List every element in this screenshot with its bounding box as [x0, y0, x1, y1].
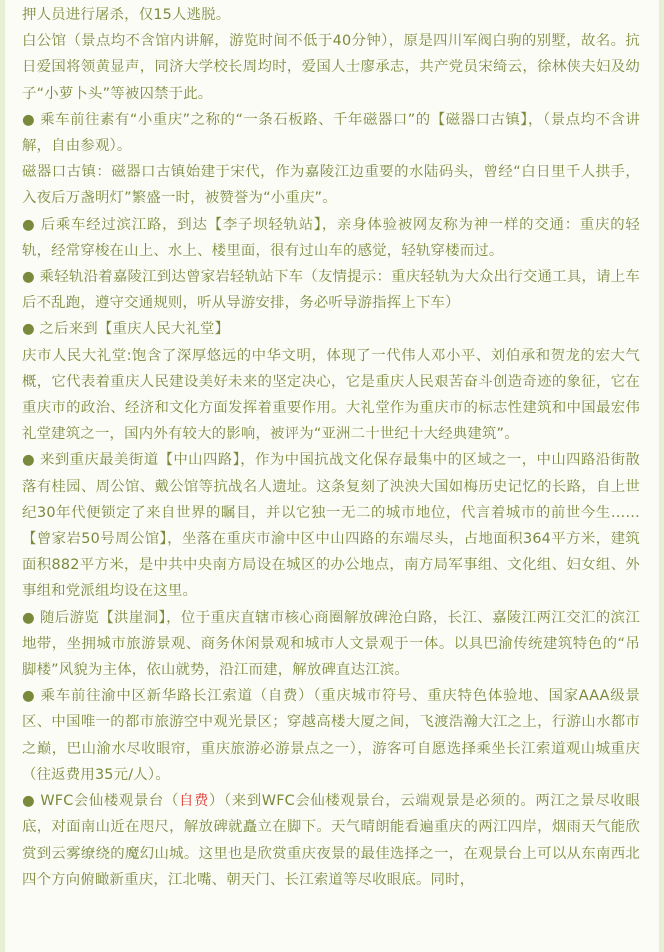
paragraph-cableway: ● 乘车前往渝中区新华路长江索道（自费）（重庆城市符号、重庆特色体验地、国家AAA级景区、中国唯一的都市旅游空中观光景区；穿越高楼大厦之间，飞渡浩瀚大江之上，行游山水都市之巅，巴山渝水尽收眼帘，重庆旅游必游景点之一），游客可自愿选择乘坐长江索道观山城重庆（往返费用35元/人）。: [22, 688, 640, 783]
paragraph-hongyadong: ● 随后游览【洪崖洞】，位于重庆直辖市核心商圈解放碑沧白路，长江、嘉陵江两江交汇的滨江地带，坐拥城市旅游景观、商务休闲景观和城市人文景观于一体。以具巴渝传统建筑特色的“吊脚楼”风貌为主体，依山就势，沿江而建，解放碑直达江滨。: [22, 609, 640, 679]
paragraph-bai-gongguan: 白公馆（景点均不含馆内讲解，游览时间不低于40分钟），原是四川军阀白驹的别墅，故名。抗日爱国将领黄显声，同济大学校长周均时，爱国人士廖承志，共产党员宋绮云，徐林侠夫妇及幼子“小萝卜头”等被囚禁于此。: [22, 33, 640, 102]
self-pay-highlight: 自费: [178, 793, 209, 810]
paragraph-liziba-station: ● 后乘车经过滨江路，到达【李子坝轻轨站】，亲身体验被网友称为神一样的交通：重庆的轻轨，经常穿梭在山上、水上、楼里面，很有过山车的感觉，轻轨穿楼而过。: [22, 216, 640, 259]
paragraph-ciqikou-visit: ● 乘车前往素有“小重庆”之称的“一条石板路、千年磁器口”的【磁器口古镇】，（景点均不含讲解，自由参观）。: [22, 111, 640, 155]
paragraph-light-rail: ● 乘轻轨沿着嘉陵江到达曾家岩轻轨站下车（友情提示：重庆轻轨为大众出行交通工具，请上车后不乱跑，遵守交通规则，听从导游安排，务必听导游指挥上下车）: [22, 269, 640, 312]
paragraph-wfc-observation: [22, 788, 640, 893]
paragraph-zhongshan-road: ● 来到重庆最美街道【中山四路】，作为中国抗战文化保存最集中的区域之一，中山四路沿街散落有桂园、周公馆、戴公馆等抗战名人遗址。这条复刻了泱泱大国如梅历史记忆的长路，自上世纪30年代便锁定了来自世界的瞩目，并以它独一无二的城市地位，代言着城市的前世今生……【曾家岩50号周公馆】，坐落在重庆市渝中区中山四路的东端尽头，占地面积364平方米，建筑面积882平方米，是中共中央南方局设在城区的办公地点，南方局军事组、文化组、妇女组、外事组和党派组均设在这里。: [22, 452, 640, 600]
paragraph-great-hall-intro: 庆市人民大礼堂:饱含了深厚悠远的中华文明，体现了一代伟人邓小平、刘伯承和贺龙的宏大气概，它代表着重庆人民建设美好未来的坚定决心，它是重庆人民艰苦奋斗创造奇迹的象征，它在重庆市的政治、经济和文化方面发挥着重要作用。大礼堂作为重庆市的标志性建筑和中国最宏伟礼堂建筑之一，国内外有较大的影响，被评为“亚洲二十世纪十大经典建筑”。: [22, 347, 640, 443]
paragraph-great-hall-title: ● 之后来到【重庆人民大礼堂】: [22, 321, 230, 338]
paragraph-ciqikou-intro: 磁器口古镇：磁器口古镇始建于宋代，作为嘉陵江边重要的水陆码头，曾经“白日里千人拱手，入夜后万盏明灯”繁盛一时，被赞誉为“小重庆”。: [22, 164, 640, 207]
wfc-text-pre: ● WFC会仙楼观景台（: [22, 793, 179, 810]
wfc-text-post: ）（来到WFC会仙楼观景台，云端观景是必须的。两江之景尽收眼底，对面南山近在咫尺，解放碑就矗立在脚下。天气晴朗能看遍重庆的两江四岸，烟雨天气能欣赏到云雾缭绕的魔幻山城。这里也是欣赏重庆夜景的最佳选择之一，在观景台上可以从东南西北四个方向俯瞰新重庆，江北嘴、朝天门、长江索道等尽收眼底。同时，: [22, 793, 641, 888]
itinerary-text: [22, 2, 640, 893]
paragraph-massacre-end: 押人员进行屠杀，仅15人逃脱。: [22, 7, 231, 23]
